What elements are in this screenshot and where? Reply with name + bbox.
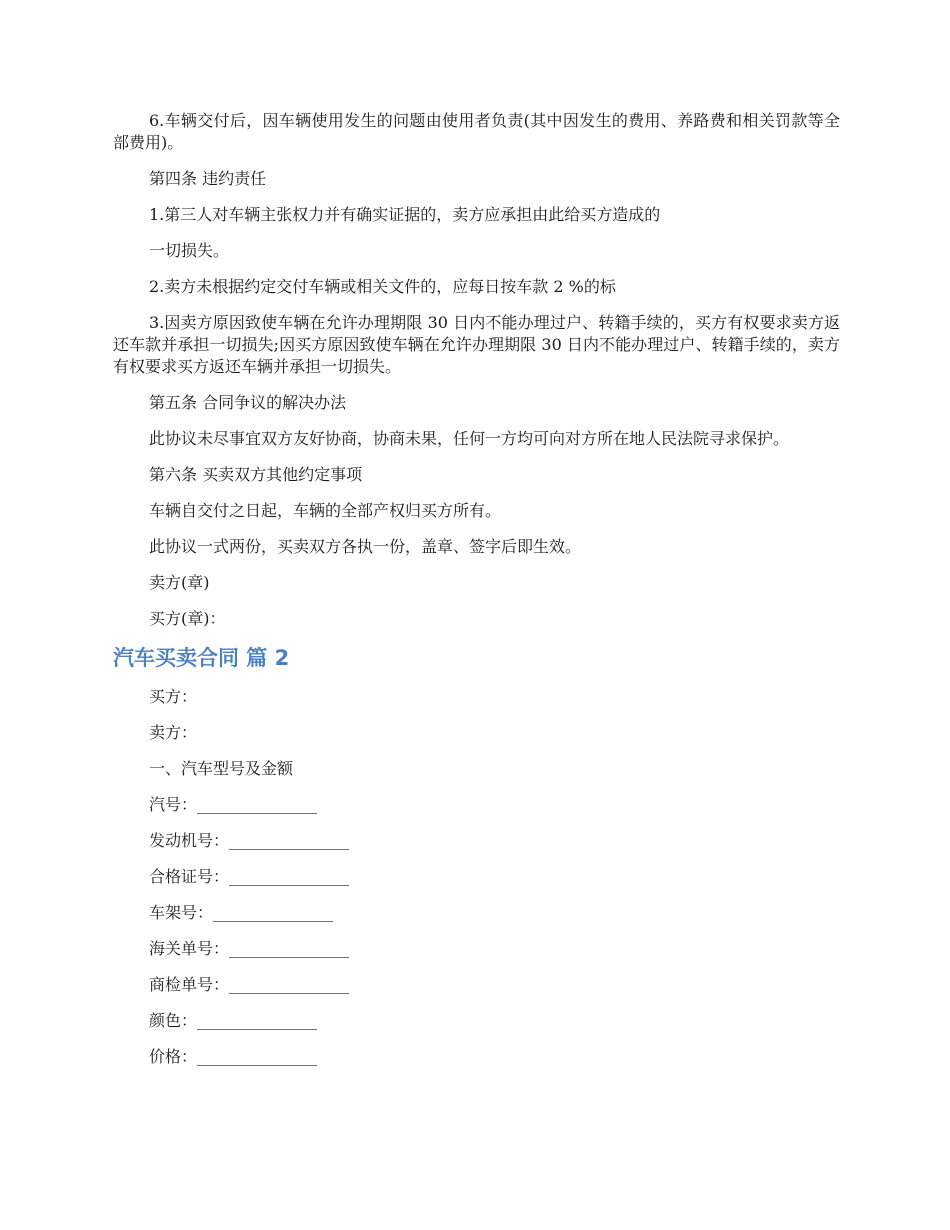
field-label: 合格证号：	[149, 867, 230, 886]
field-frame-number	[113, 902, 840, 924]
liability-3-paragraph: 3.因卖方原因致使车辆在允许办理期限 30 日内不能办理过户、转籍手续的，买方有权要求卖方返还车款并承担一切损失;因买方原因致使车辆在允许办理期限 30 日内不能办理过户、转籍手续的，卖方有权要求买方返还车辆并承担一切损失。	[113, 313, 840, 376]
field-blank: _______________	[229, 939, 350, 958]
field-color	[113, 1010, 840, 1032]
liability-1-paragraph: 1.第三人对车辆主张权力并有确实证据的，卖方应承担由此给买方造成的	[149, 205, 661, 224]
dispute-paragraph: 此协议未尽事宜双方友好协商，协商未果，任何一方均可向对方所在地人民法院寻求保护。	[149, 429, 790, 448]
article-6-title: 第六条 买卖双方其他约定事项	[149, 465, 363, 484]
field-label: 发动机号：	[149, 831, 230, 850]
field-blank: _______________	[229, 975, 350, 994]
liability-1-continuation: 一切损失。	[149, 241, 230, 260]
field-label: 车架号：	[149, 903, 214, 922]
field-inspection-number	[113, 974, 840, 996]
field-blank: _______________	[197, 1011, 318, 1030]
ownership-paragraph: 车辆自交付之日起，车辆的全部产权归买方所有。	[149, 501, 502, 520]
field-price	[113, 1046, 840, 1068]
buyer-line: 买方：	[149, 687, 198, 706]
contract-2-heading: 汽车买卖合同 篇 2	[113, 646, 290, 670]
seller-line: 卖方：	[149, 723, 198, 742]
field-certificate-number	[113, 866, 840, 888]
field-label: 商检单号：	[149, 975, 230, 994]
article-5-title: 第五条 合同争议的解决办法	[149, 393, 347, 412]
field-label: 海关单号：	[149, 939, 230, 958]
copies-paragraph: 此协议一式两份，买卖双方各执一份，盖章、签字后即生效。	[149, 537, 582, 556]
field-customs-number	[113, 938, 840, 960]
clause-6-paragraph: 6.车辆交付后，因车辆使用发生的问题由使用者负责(其中因发生的费用、养路费和相关罚款等全部费用)。	[113, 111, 840, 152]
field-blank: _______________	[229, 867, 350, 886]
field-blank: _______________	[197, 1047, 318, 1066]
seller-seal-line: 卖方(章)	[149, 573, 210, 592]
field-label: 汽号：	[149, 795, 198, 814]
field-blank: _______________	[229, 831, 350, 850]
document-page	[113, 110, 840, 1082]
field-engine-number	[113, 830, 840, 852]
field-label: 颜色：	[149, 1011, 198, 1030]
field-label: 价格：	[149, 1047, 198, 1066]
field-blank: _______________	[213, 903, 334, 922]
article-4-title: 第四条 违约责任	[149, 169, 267, 188]
field-blank: _______________	[197, 795, 318, 814]
field-vehicle-number	[113, 794, 840, 816]
liability-2-paragraph: 2.卖方未根据约定交付车辆或相关文件的，应每日按车款 2 %的标	[149, 277, 616, 296]
buyer-seal-line: 买方(章)：	[149, 609, 226, 628]
model-amount-subheading: 一、汽车型号及金额	[149, 759, 294, 778]
